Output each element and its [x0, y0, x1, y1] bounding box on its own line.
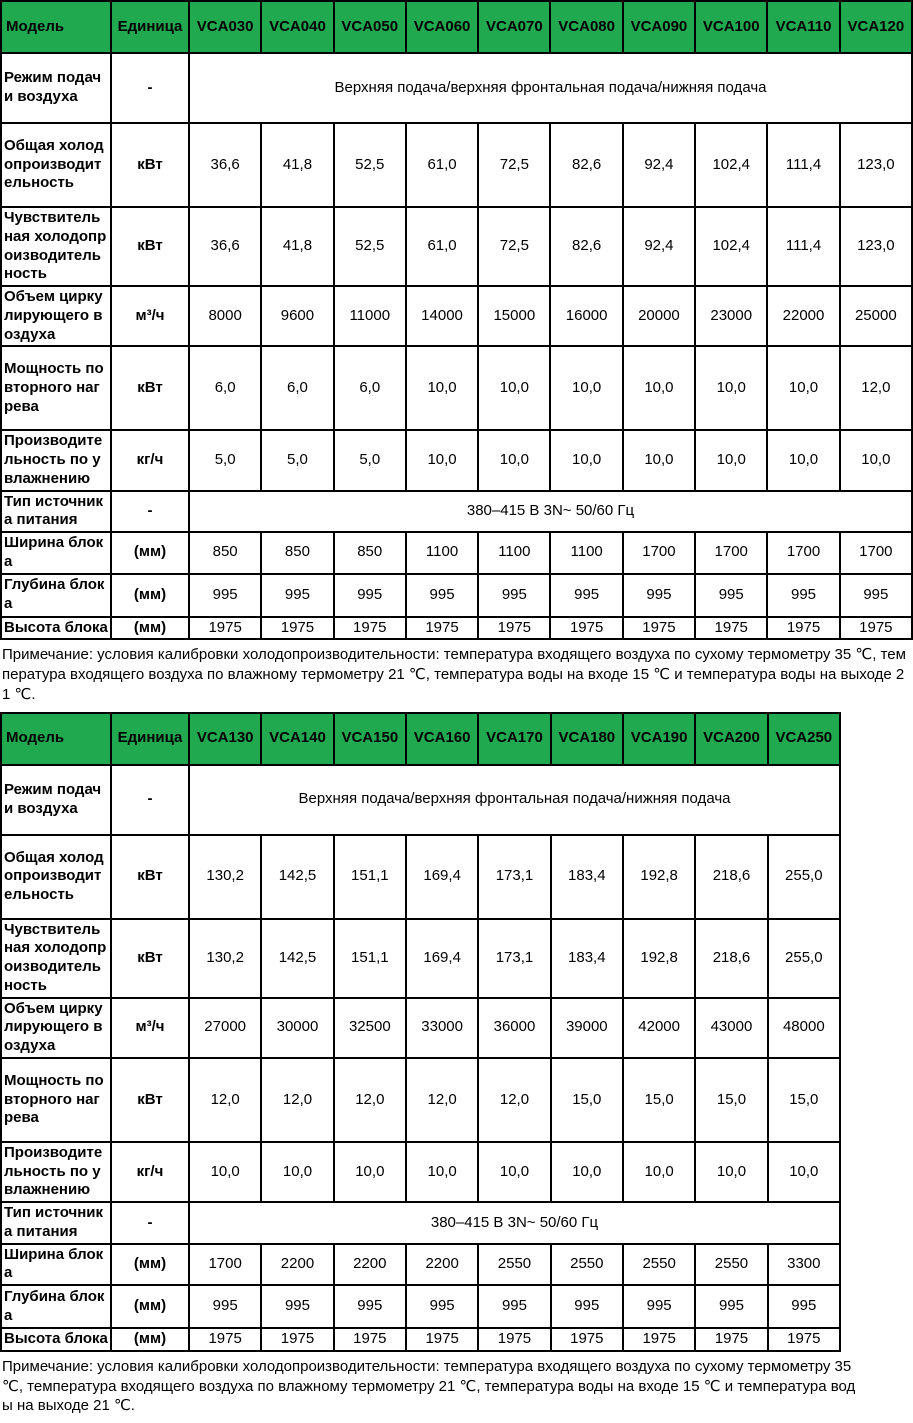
cell-value: 151,1 — [334, 919, 406, 998]
cell-value: 36000 — [478, 998, 550, 1058]
cell-value: 169,4 — [406, 919, 478, 998]
cell-value: 995 — [840, 574, 912, 617]
cell-value: 10,0 — [406, 430, 478, 490]
cell-value: 6,0 — [189, 346, 261, 430]
cell-value: 173,1 — [478, 835, 550, 919]
cell-value: 22000 — [767, 286, 839, 346]
cell-value: 1975 — [768, 1328, 840, 1351]
cell-value: 995 — [623, 574, 695, 617]
row-label: Общая холодопроизводительность — [1, 123, 111, 207]
cell-value: 1975 — [695, 1328, 767, 1351]
cell-value: 15,0 — [623, 1058, 695, 1142]
row-unit: кВт — [111, 835, 189, 919]
cell-value: 123,0 — [840, 207, 912, 286]
cell-value: 995 — [623, 1285, 695, 1328]
model-header: Модель — [1, 713, 111, 765]
cell-value: 10,0 — [550, 346, 622, 430]
cell-value: 1100 — [478, 532, 550, 574]
cell-value: 25000 — [840, 286, 912, 346]
cell-value: 12,0 — [261, 1058, 333, 1142]
row-span-value: 380–415 В 3N~ 50/60 Гц — [189, 1202, 840, 1244]
cell-value: 995 — [406, 1285, 478, 1328]
cell-value: 82,6 — [550, 207, 622, 286]
cell-value: 20000 — [623, 286, 695, 346]
cell-value: 92,4 — [623, 123, 695, 207]
cell-value: 10,0 — [406, 1142, 478, 1202]
cell-value: 255,0 — [768, 835, 840, 919]
unit-header: Единица — [111, 1, 189, 53]
cell-value: 1975 — [550, 617, 622, 640]
row-label: Тип источника питания — [1, 491, 111, 533]
cell-value: 1975 — [623, 617, 695, 640]
model-column-header: VCA030 — [189, 1, 261, 53]
cell-value: 1975 — [261, 1328, 333, 1351]
table-row — [1, 574, 912, 617]
cell-value: 10,0 — [623, 430, 695, 490]
cell-value: 850 — [261, 532, 333, 574]
row-span-value: Верхняя подача/верхняя фронтальная подача/нижняя подача — [189, 765, 840, 835]
table-row — [1, 286, 912, 346]
row-unit: (мм) — [111, 1285, 189, 1328]
row-unit: - — [111, 491, 189, 533]
spec-table-section-2 — [0, 712, 913, 1417]
table-row — [1, 430, 912, 490]
cell-value: 995 — [261, 1285, 333, 1328]
cell-value: 192,8 — [623, 835, 695, 919]
row-unit: кВт — [111, 919, 189, 998]
cell-value: 1975 — [406, 1328, 478, 1351]
row-label: Общая холодопроизводительность — [1, 835, 111, 919]
cell-value: 1975 — [261, 617, 333, 640]
row-unit: - — [111, 765, 189, 835]
model-column-header: VCA140 — [261, 713, 333, 765]
cell-value: 9600 — [261, 286, 333, 346]
spec-table-2 — [0, 712, 841, 1352]
cell-value: 41,8 — [261, 207, 333, 286]
cell-value: 36,6 — [189, 207, 261, 286]
cell-value: 23000 — [695, 286, 767, 346]
row-label: Тип источника питания — [1, 1202, 111, 1244]
table-row — [1, 1202, 840, 1244]
cell-value: 995 — [189, 574, 261, 617]
cell-value: 102,4 — [695, 207, 767, 286]
cell-value: 995 — [550, 574, 622, 617]
cell-value: 183,4 — [551, 919, 623, 998]
cell-value: 36,6 — [189, 123, 261, 207]
model-column-header: VCA060 — [406, 1, 478, 53]
cell-value: 5,0 — [261, 430, 333, 490]
cell-value: 1975 — [334, 617, 406, 640]
cell-value: 11000 — [334, 286, 406, 346]
cell-value: 995 — [695, 1285, 767, 1328]
cell-value: 183,4 — [551, 835, 623, 919]
row-label: Режим подачи воздуха — [1, 53, 111, 123]
cell-value: 82,6 — [550, 123, 622, 207]
row-unit: (мм) — [111, 532, 189, 574]
cell-value: 1700 — [767, 532, 839, 574]
table-row — [1, 998, 840, 1058]
cell-value: 1975 — [840, 617, 912, 640]
cell-value: 1100 — [406, 532, 478, 574]
row-label: Производительность по увлажнению — [1, 430, 111, 490]
cell-value: 850 — [189, 532, 261, 574]
table-row — [1, 1328, 840, 1351]
row-unit: кг/ч — [111, 430, 189, 490]
row-label: Мощность повторного нагрева — [1, 1058, 111, 1142]
cell-value: 2200 — [406, 1244, 478, 1286]
cell-value: 41,8 — [261, 123, 333, 207]
table-row — [1, 53, 912, 123]
cell-value: 6,0 — [261, 346, 333, 430]
cell-value: 1975 — [551, 1328, 623, 1351]
cell-value: 39000 — [551, 998, 623, 1058]
cell-value: 16000 — [550, 286, 622, 346]
cell-value: 10,0 — [695, 430, 767, 490]
header-row — [1, 1, 912, 53]
cell-value: 2550 — [478, 1244, 550, 1286]
cell-value: 10,0 — [189, 1142, 261, 1202]
cell-value: 1975 — [189, 617, 261, 640]
cell-value: 61,0 — [406, 207, 478, 286]
cell-value: 192,8 — [623, 919, 695, 998]
row-span-value: 380–415 В 3N~ 50/60 Гц — [189, 491, 912, 533]
row-label: Глубина блока — [1, 1285, 111, 1328]
cell-value: 142,5 — [261, 835, 333, 919]
cell-value: 218,6 — [695, 835, 767, 919]
table-row — [1, 491, 912, 533]
cell-value: 1700 — [623, 532, 695, 574]
note-2: Примечание: условия калибровки холодопроизводительности: температура входящего воздуха по сухому термометру 35 ℃, температура входящего воздуха по влажному термометру 21 ℃, температура воды на входе 15 ℃ и температура воды на выходе 21 ℃. — [2, 1357, 856, 1415]
cell-value: 12,0 — [189, 1058, 261, 1142]
cell-value: 10,0 — [767, 430, 839, 490]
table-row — [1, 1058, 840, 1142]
table-row — [1, 123, 912, 207]
cell-value: 111,4 — [767, 207, 839, 286]
model-column-header: VCA250 — [768, 713, 840, 765]
cell-value: 1975 — [406, 617, 478, 640]
cell-value: 52,5 — [334, 207, 406, 286]
cell-value: 995 — [334, 1285, 406, 1328]
cell-value: 995 — [768, 1285, 840, 1328]
cell-value: 850 — [334, 532, 406, 574]
cell-value: 15,0 — [695, 1058, 767, 1142]
model-column-header: VCA160 — [406, 713, 478, 765]
cell-value: 72,5 — [478, 207, 550, 286]
cell-value: 10,0 — [623, 346, 695, 430]
model-column-header: VCA180 — [551, 713, 623, 765]
model-column-header: VCA100 — [695, 1, 767, 53]
cell-value: 995 — [406, 574, 478, 617]
cell-value: 10,0 — [551, 1142, 623, 1202]
row-label: Мощность повторного нагрева — [1, 346, 111, 430]
cell-value: 10,0 — [334, 1142, 406, 1202]
model-column-header: VCA200 — [695, 713, 767, 765]
cell-value: 1975 — [767, 617, 839, 640]
cell-value: 111,4 — [767, 123, 839, 207]
cell-value: 995 — [189, 1285, 261, 1328]
cell-value: 1975 — [189, 1328, 261, 1351]
row-unit: кВт — [111, 207, 189, 286]
table-row — [1, 1285, 840, 1328]
cell-value: 142,5 — [261, 919, 333, 998]
model-column-header: VCA110 — [767, 1, 839, 53]
model-column-header: VCA080 — [550, 1, 622, 53]
row-unit: (мм) — [111, 574, 189, 617]
cell-value: 15,0 — [768, 1058, 840, 1142]
row-unit: кВт — [111, 123, 189, 207]
cell-value: 2200 — [261, 1244, 333, 1286]
unit-header: Единица — [111, 713, 189, 765]
row-label: Ширина блока — [1, 1244, 111, 1286]
model-column-header: VCA170 — [478, 713, 550, 765]
cell-value: 42000 — [623, 998, 695, 1058]
cell-value: 5,0 — [189, 430, 261, 490]
cell-value: 52,5 — [334, 123, 406, 207]
cell-value: 10,0 — [767, 346, 839, 430]
model-column-header: VCA040 — [261, 1, 333, 53]
table-row — [1, 1244, 840, 1286]
cell-value: 15000 — [478, 286, 550, 346]
model-column-header: VCA190 — [623, 713, 695, 765]
row-label: Глубина блока — [1, 574, 111, 617]
cell-value: 995 — [551, 1285, 623, 1328]
cell-value: 32500 — [334, 998, 406, 1058]
cell-value: 61,0 — [406, 123, 478, 207]
model-header: Модель — [1, 1, 111, 53]
row-unit: кВт — [111, 1058, 189, 1142]
cell-value: 10,0 — [623, 1142, 695, 1202]
row-label: Чувствительная холодопроизводительность — [1, 207, 111, 286]
cell-value: 995 — [334, 574, 406, 617]
cell-value: 1700 — [840, 532, 912, 574]
row-span-value: Верхняя подача/верхняя фронтальная подача/нижняя подача — [189, 53, 912, 123]
row-label: Режим подачи воздуха — [1, 765, 111, 835]
cell-value: 12,0 — [840, 346, 912, 430]
cell-value: 10,0 — [695, 346, 767, 430]
table-row — [1, 1142, 840, 1202]
row-label: Производительность по увлажнению — [1, 1142, 111, 1202]
model-column-header: VCA130 — [189, 713, 261, 765]
model-column-header: VCA150 — [334, 713, 406, 765]
row-unit: - — [111, 53, 189, 123]
cell-value: 6,0 — [334, 346, 406, 430]
cell-value: 10,0 — [478, 346, 550, 430]
row-unit: кВт — [111, 346, 189, 430]
row-label: Чувствительная холодопроизводительность — [1, 919, 111, 998]
cell-value: 130,2 — [189, 919, 261, 998]
note-1: Примечание: условия калибровки холодопроизводительности: температура входящего воздуха по сухому термометру 35 ℃, температура входящего воздуха по влажному термометру 21 ℃, температура воды на входе 15 ℃ и температура воды на выходе 21 ℃. — [2, 646, 906, 703]
table-row — [1, 617, 912, 640]
cell-value: 10,0 — [261, 1142, 333, 1202]
row-unit: (мм) — [111, 1328, 189, 1351]
row-label: Высота блока — [1, 617, 111, 640]
cell-value: 169,4 — [406, 835, 478, 919]
row-unit: кг/ч — [111, 1142, 189, 1202]
table-row — [1, 835, 840, 919]
cell-value: 218,6 — [695, 919, 767, 998]
cell-value: 1975 — [623, 1328, 695, 1351]
cell-value: 10,0 — [478, 1142, 550, 1202]
cell-value: 1700 — [695, 532, 767, 574]
cell-value: 995 — [767, 574, 839, 617]
spec-table-1 — [0, 0, 913, 640]
cell-value: 1700 — [189, 1244, 261, 1286]
model-column-header: VCA070 — [478, 1, 550, 53]
cell-value: 12,0 — [406, 1058, 478, 1142]
cell-value: 2550 — [551, 1244, 623, 1286]
cell-value: 2550 — [695, 1244, 767, 1286]
cell-value: 3300 — [768, 1244, 840, 1286]
cell-value: 15,0 — [551, 1058, 623, 1142]
cell-value: 2200 — [334, 1244, 406, 1286]
cell-value: 10,0 — [695, 1142, 767, 1202]
cell-value: 173,1 — [478, 919, 550, 998]
cell-value: 10,0 — [768, 1142, 840, 1202]
cell-value: 10,0 — [478, 430, 550, 490]
cell-value: 12,0 — [334, 1058, 406, 1142]
table-row — [1, 919, 840, 998]
cell-value: 995 — [261, 574, 333, 617]
row-label: Ширина блока — [1, 532, 111, 574]
row-label: Объем циркулирующего воздуха — [1, 286, 111, 346]
row-label: Объем циркулирующего воздуха — [1, 998, 111, 1058]
cell-value: 10,0 — [406, 346, 478, 430]
row-label: Высота блока — [1, 1328, 111, 1351]
cell-value: 1975 — [334, 1328, 406, 1351]
cell-value: 33000 — [406, 998, 478, 1058]
table-row — [1, 532, 912, 574]
cell-value: 10,0 — [550, 430, 622, 490]
cell-value: 995 — [478, 574, 550, 617]
row-unit: (мм) — [111, 617, 189, 640]
model-column-header: VCA120 — [840, 1, 912, 53]
cell-value: 10,0 — [840, 430, 912, 490]
cell-value: 2550 — [623, 1244, 695, 1286]
cell-value: 43000 — [695, 998, 767, 1058]
cell-value: 995 — [695, 574, 767, 617]
row-unit: м³/ч — [111, 998, 189, 1058]
cell-value: 1975 — [478, 617, 550, 640]
cell-value: 12,0 — [478, 1058, 550, 1142]
cell-value: 27000 — [189, 998, 261, 1058]
table-row — [1, 207, 912, 286]
cell-value: 123,0 — [840, 123, 912, 207]
cell-value: 995 — [478, 1285, 550, 1328]
row-unit: - — [111, 1202, 189, 1244]
header-row — [1, 713, 840, 765]
cell-value: 92,4 — [623, 207, 695, 286]
cell-value: 130,2 — [189, 835, 261, 919]
cell-value: 102,4 — [695, 123, 767, 207]
spec-table-section-1 — [0, 0, 913, 705]
row-unit: м³/ч — [111, 286, 189, 346]
cell-value: 72,5 — [478, 123, 550, 207]
cell-value: 30000 — [261, 998, 333, 1058]
cell-value: 8000 — [189, 286, 261, 346]
table-row — [1, 765, 840, 835]
model-column-header: VCA090 — [623, 1, 695, 53]
cell-value: 5,0 — [334, 430, 406, 490]
cell-value: 14000 — [406, 286, 478, 346]
table-row — [1, 346, 912, 430]
cell-value: 1975 — [478, 1328, 550, 1351]
cell-value: 1100 — [550, 532, 622, 574]
cell-value: 48000 — [768, 998, 840, 1058]
model-column-header: VCA050 — [334, 1, 406, 53]
cell-value: 1975 — [695, 617, 767, 640]
cell-value: 151,1 — [334, 835, 406, 919]
cell-value: 255,0 — [768, 919, 840, 998]
row-unit: (мм) — [111, 1244, 189, 1286]
